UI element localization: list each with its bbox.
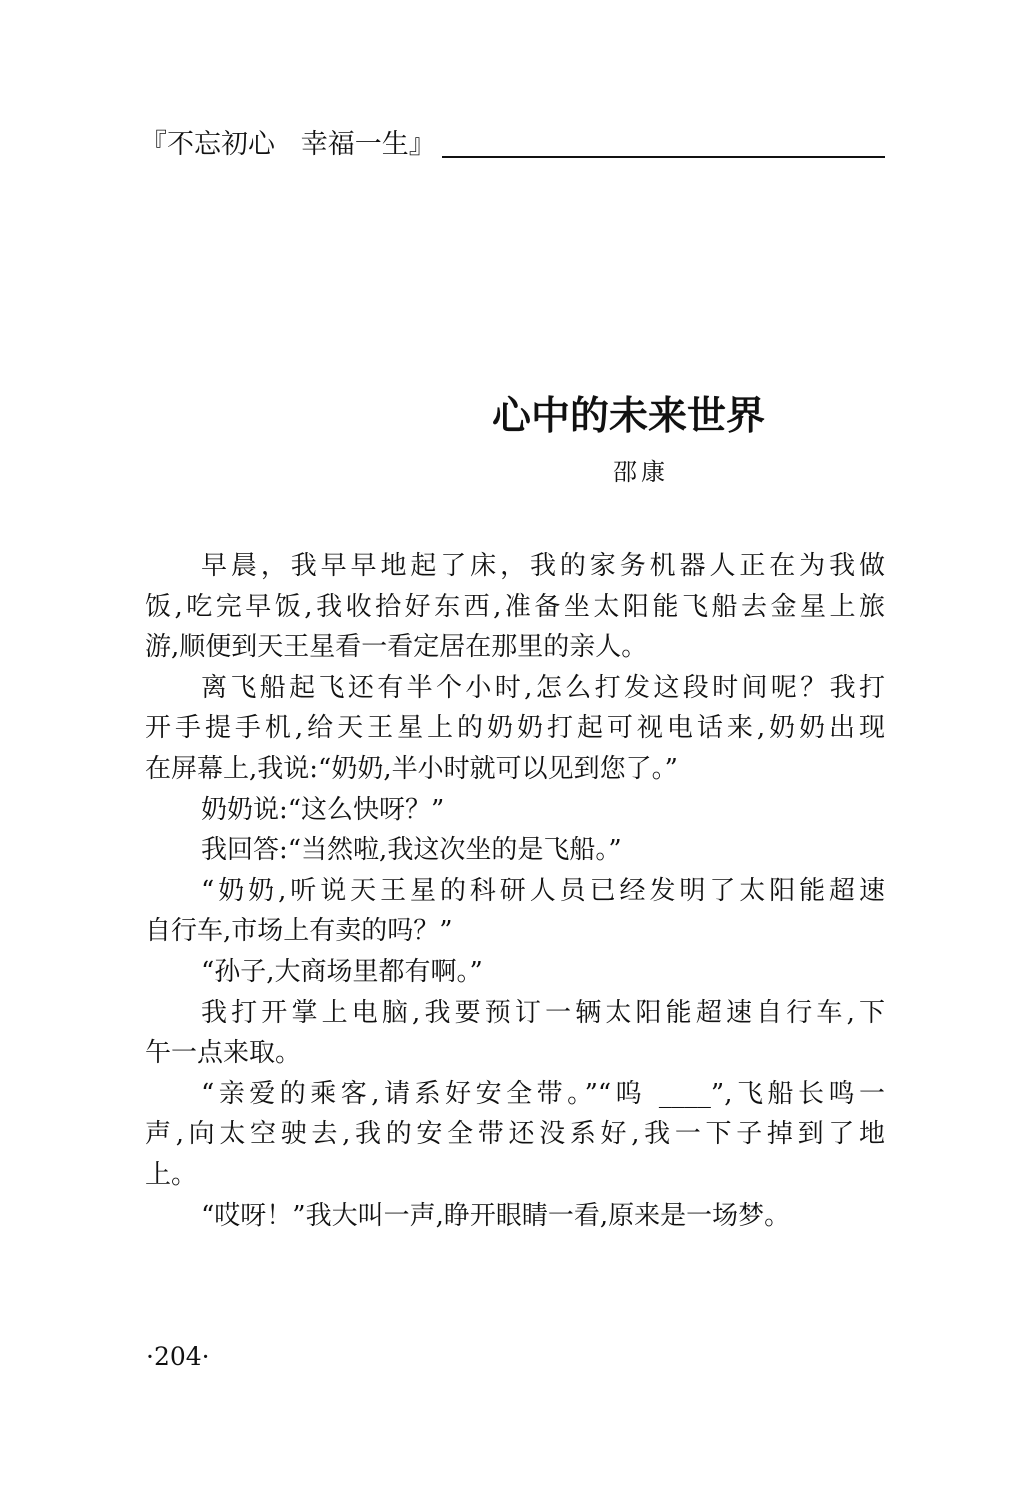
text-line: “奶奶,听说天王星的科研人员已经发明了太阳能超速 [201,875,885,906]
text-line: 自行车,市场上有卖的吗？” [145,916,453,947]
text-line: “亲爱的乘客,请系好安全带。”“呜 ____”,飞船长鸣一 [201,1078,885,1109]
text-line: 在屏幕上,我说:“奶奶,半小时就可以见到您了。” [145,753,678,784]
text-line: 离飞船起飞还有半个小时,怎么打发这段时间呢？我打 [201,672,885,703]
text-line: 我回答:“当然啦,我这次坐的是飞船。” [201,835,622,866]
text-line: 游,顺便到天王星看一看定居在那里的亲人。 [145,632,648,663]
text-line: 开手提手机,给天王星上的奶奶打起可视电话来,奶奶出现 [145,713,885,744]
text-line: 奶奶说:“这么快呀？” [201,794,445,825]
text-line: “孙子,大商场里都有啊。” [201,956,483,987]
running-header [140,126,885,160]
article-author: 邵康 [613,458,669,486]
article-body [145,546,885,1236]
running-title: 『不忘初心 幸福一生』 [140,129,436,160]
text-line: 早晨，我早早地起了床，我的家务机器人正在为我做 [201,551,885,581]
text-line: 午一点来取。 [145,1038,302,1069]
text-line: 饭,吃完早饭,我收拾好东西,准备坐太阳能飞船去金星上旅 [145,591,885,622]
text-line: “哎呀！”我大叫一声,睁开眼睛一看,原来是一场梦。 [201,1200,791,1231]
article-title: 心中的未来世界 [492,394,766,439]
text-line: 声,向太空驶去,我的安全带还没系好,我一下子掉到了地 [145,1119,885,1150]
text-line: 上。 [145,1159,198,1190]
page-number: ·204· [146,1342,210,1371]
text-line: 我打开掌上电脑,我要预订一辆太阳能超速自行车,下 [201,997,885,1028]
header-rule [442,156,885,158]
